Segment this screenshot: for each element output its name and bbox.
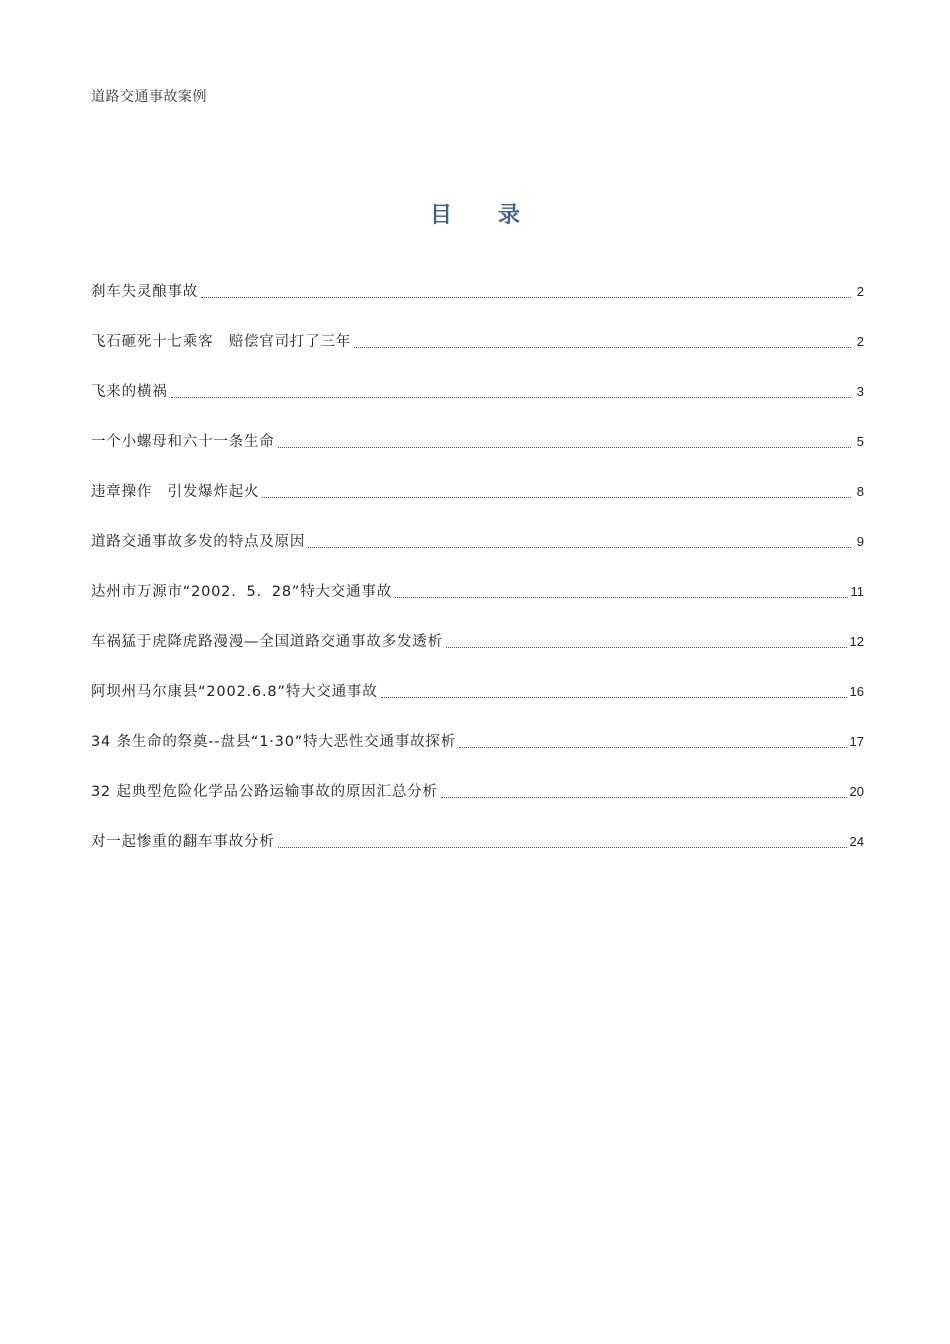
dot-leader	[262, 497, 851, 498]
toc-entry[interactable]	[91, 604, 864, 654]
toc-page-number[interactable]: 3	[856, 384, 864, 399]
dot-leader	[381, 697, 847, 698]
toc-entry[interactable]	[91, 404, 864, 454]
toc-page-number[interactable]: 16	[849, 684, 864, 699]
toc-list	[91, 254, 864, 854]
toc-title-part1: 目	[429, 203, 452, 228]
toc-page-number[interactable]: 20	[849, 784, 864, 799]
dot-leader	[459, 747, 847, 748]
toc-entry-text[interactable]: 一个小螺母和六十一条生命	[91, 434, 275, 450]
toc-entry-text[interactable]: 刹车失灵酿事故	[91, 284, 199, 300]
toc-entry[interactable]	[91, 704, 864, 754]
toc-entry-text[interactable]: 违章操作 引发爆炸起火	[91, 484, 260, 500]
toc-title-part2: 录	[498, 203, 521, 228]
dot-leader	[395, 597, 848, 598]
toc-page-number[interactable]: 5	[856, 434, 864, 449]
dot-leader	[278, 447, 851, 448]
dot-leader	[278, 847, 847, 848]
toc-entry[interactable]	[91, 754, 864, 804]
toc-page-number[interactable]: 2	[856, 284, 864, 299]
toc-page-number[interactable]: 12	[849, 634, 864, 649]
toc-page-number[interactable]: 9	[856, 534, 864, 549]
toc-entry-text[interactable]: 车祸猛于虎降虎路漫漫—全国道路交通事故多发透析	[91, 634, 443, 650]
toc-entry-text[interactable]: 道路交通事故多发的特点及原因	[91, 534, 306, 550]
toc-page-number[interactable]: 2	[856, 334, 864, 349]
toc-entry[interactable]	[91, 654, 864, 704]
dot-leader	[446, 647, 847, 648]
dot-leader	[201, 297, 851, 298]
toc-page-number[interactable]: 8	[856, 484, 864, 499]
toc-entry-text[interactable]: 阿坝州马尔康县“2002.6.8”特大交通事故	[91, 684, 378, 700]
toc-entry-text[interactable]: 32 起典型危险化学品公路运输事故的原因汇总分析	[91, 784, 438, 800]
toc-page-number[interactable]: 24	[849, 834, 864, 849]
dot-leader	[308, 547, 851, 548]
toc-title	[0, 198, 950, 229]
toc-page-number[interactable]: 17	[849, 734, 864, 749]
toc-entry[interactable]	[91, 804, 864, 854]
toc-entry[interactable]	[91, 504, 864, 554]
toc-page-number[interactable]: 11	[850, 584, 864, 599]
toc-entry[interactable]	[91, 304, 864, 354]
toc-entry[interactable]	[91, 554, 864, 604]
toc-entry-text[interactable]: 对一起惨重的翻车事故分析	[91, 834, 275, 850]
toc-entry-text[interactable]: 达州市万源市“2002．5．28”特大交通事故	[91, 584, 392, 600]
toc-entry-text[interactable]: 飞石砸死十七乘客 赔偿官司打了三年	[91, 334, 352, 350]
toc-entry-text[interactable]: 34 条生命的祭奠--盘县“1·30”特大恶性交通事故探析	[91, 734, 457, 750]
dot-leader	[441, 797, 847, 798]
toc-entry-text[interactable]: 飞来的横祸	[91, 384, 168, 400]
toc-entry[interactable]	[91, 254, 864, 304]
dot-leader	[171, 397, 852, 398]
running-header: 道路交通事故案例	[91, 89, 207, 105]
dot-leader	[354, 347, 851, 348]
toc-entry[interactable]	[91, 454, 864, 504]
toc-entry[interactable]	[91, 354, 864, 404]
